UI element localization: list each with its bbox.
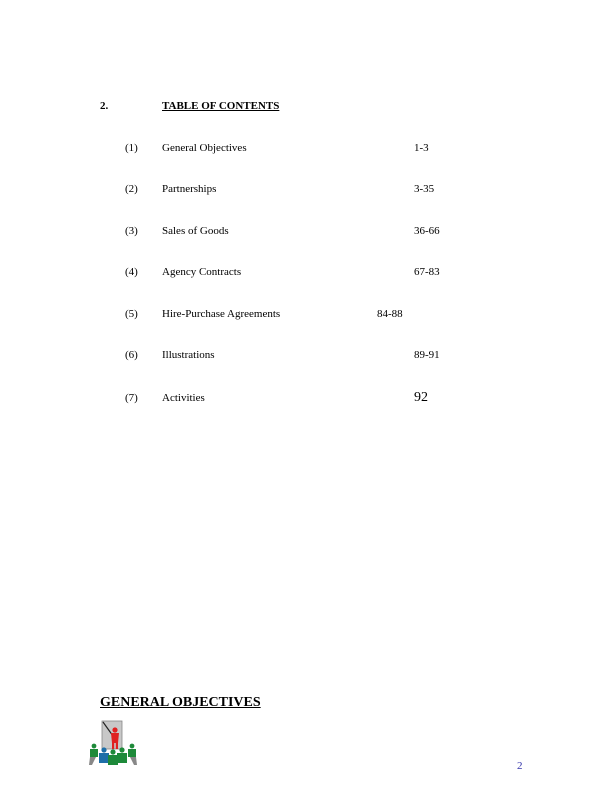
toc-entry-number: (4) [125,266,138,278]
toc-entry-illustrations[interactable] [0,349,612,365]
toc-entry-number: (5) [125,308,138,320]
toc-entry-sales-of-goods[interactable] [0,225,612,241]
toc-entry-activities[interactable] [0,392,612,408]
toc-entry-title: Partnerships [162,183,217,195]
toc-entry-number: (1) [125,142,138,154]
toc-entry-title: Activities [162,392,205,404]
toc-entry-pages: 67-83 [414,266,440,278]
toc-entry-pages: 84-88 [377,308,403,320]
toc-entry-number: (2) [125,183,138,195]
toc-entry-general-objectives[interactable] [0,142,612,158]
toc-entry-pages: 89-91 [414,349,440,361]
toc-entry-pages: 92 [414,390,428,405]
toc-entry-title: Sales of Goods [162,225,229,237]
toc-entry-agency-contracts[interactable] [0,266,612,282]
page-number: 2 [517,760,523,772]
section-number: 2. [100,100,109,112]
general-objectives-heading: GENERAL OBJECTIVES [100,695,261,710]
toc-entry-hire-purchase-agreements[interactable] [0,308,612,324]
toc-entry-pages: 3-35 [414,183,435,195]
presentation-clipart-icon [88,719,138,767]
table-of-contents-title: TABLE OF CONTENTS [162,100,280,112]
toc-entry-pages: 1-3 [414,142,429,154]
toc-entry-title: General Objectives [162,142,247,154]
toc-entry-number: (6) [125,349,138,361]
toc-entry-number: (7) [125,392,138,404]
toc-entry-title: Hire-Purchase Agreements [162,308,281,320]
toc-entry-partnerships[interactable] [0,183,612,199]
toc-entry-pages: 36-66 [414,225,440,237]
toc-entry-number: (3) [125,225,138,237]
toc-entry-title: Agency Contracts [162,266,242,278]
toc-entry-title: Illustrations [162,349,215,361]
